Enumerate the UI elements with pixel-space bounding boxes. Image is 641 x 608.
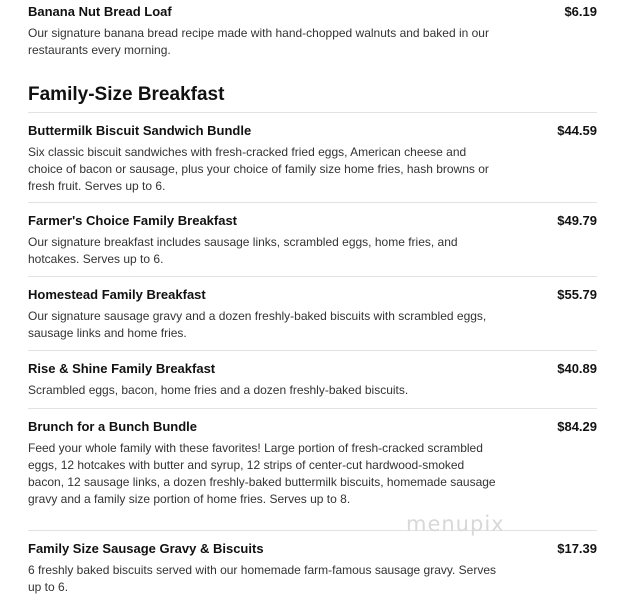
menu-item-header: [28, 4, 597, 19]
item-description: Scrambled eggs, bacon, home fries and a dozen freshly-baked biscuits.: [28, 383, 409, 397]
item-price: $49.79: [557, 213, 597, 228]
item-name: Banana Nut Bread Loaf: [28, 4, 172, 19]
item-price: $44.59: [557, 123, 597, 138]
menu-item: [28, 287, 597, 342]
section-title: Family-Size Breakfast: [28, 84, 225, 105]
menu-item: [28, 541, 597, 596]
menu-item: [28, 361, 597, 399]
item-price: $6.19: [564, 4, 597, 19]
menu-item-header: [28, 213, 597, 228]
item-price: $55.79: [557, 287, 597, 302]
item-name: Family Size Sausage Gravy & Biscuits: [28, 541, 264, 556]
item-description: 6 freshly baked biscuits served with our homemade farm-famous sausage gravy. Serves up to 6.: [28, 563, 496, 594]
item-name: Brunch for a Bunch Bundle: [28, 419, 197, 434]
divider: [28, 350, 597, 351]
divider: [28, 202, 597, 203]
divider: [28, 276, 597, 277]
item-price: $40.89: [557, 361, 597, 376]
item-name: Buttermilk Biscuit Sandwich Bundle: [28, 123, 252, 138]
divider: [28, 408, 597, 409]
menu-item: [28, 419, 597, 508]
item-price: $84.29: [557, 419, 597, 434]
watermark: menupix: [406, 512, 505, 536]
item-name: Rise & Shine Family Breakfast: [28, 361, 216, 376]
menu-item: [28, 123, 597, 195]
item-description: Our signature banana bread recipe made with hand-chopped walnuts and baked in our restaurants every morning.: [28, 26, 489, 57]
menu-item-header: [28, 123, 597, 138]
item-description: Six classic biscuit sandwiches with fresh-cracked fried eggs, American cheese and choice of bacon or sausage, plus your choice of family size home fries, hash browns or fresh fruit. Serves up to 6.: [28, 145, 489, 193]
item-price: $17.39: [557, 541, 597, 556]
menu-item-header: [28, 287, 597, 302]
item-name: Homestead Family Breakfast: [28, 287, 206, 302]
menu-item-header: [28, 541, 597, 556]
item-description: Our signature breakfast includes sausage links, scrambled eggs, home fries, and hotcakes. Serves up to 6.: [28, 235, 458, 266]
divider: [28, 112, 597, 113]
item-description: Our signature sausage gravy and a dozen freshly-baked biscuits with scrambled eggs, sausage links and home fries.: [28, 309, 487, 340]
item-description: Feed your whole family with these favorites! Large portion of fresh-cracked scrambled eggs, 12 hotcakes with butter and syrup, 12 strips of center-cut hardwood-smoked bacon, 12 sausage links, a dozen freshly-baked buttermilk biscuits, homemade sausage gravy and a family size portion of home fries. Serves up to 8.: [28, 441, 496, 506]
menu-item: [28, 213, 597, 268]
divider: [28, 530, 597, 531]
item-name: Farmer's Choice Family Breakfast: [28, 213, 238, 228]
menu-item-header: [28, 419, 597, 434]
menu-item-header: [28, 361, 597, 376]
menu-item-banana-nut-bread: [28, 4, 597, 59]
